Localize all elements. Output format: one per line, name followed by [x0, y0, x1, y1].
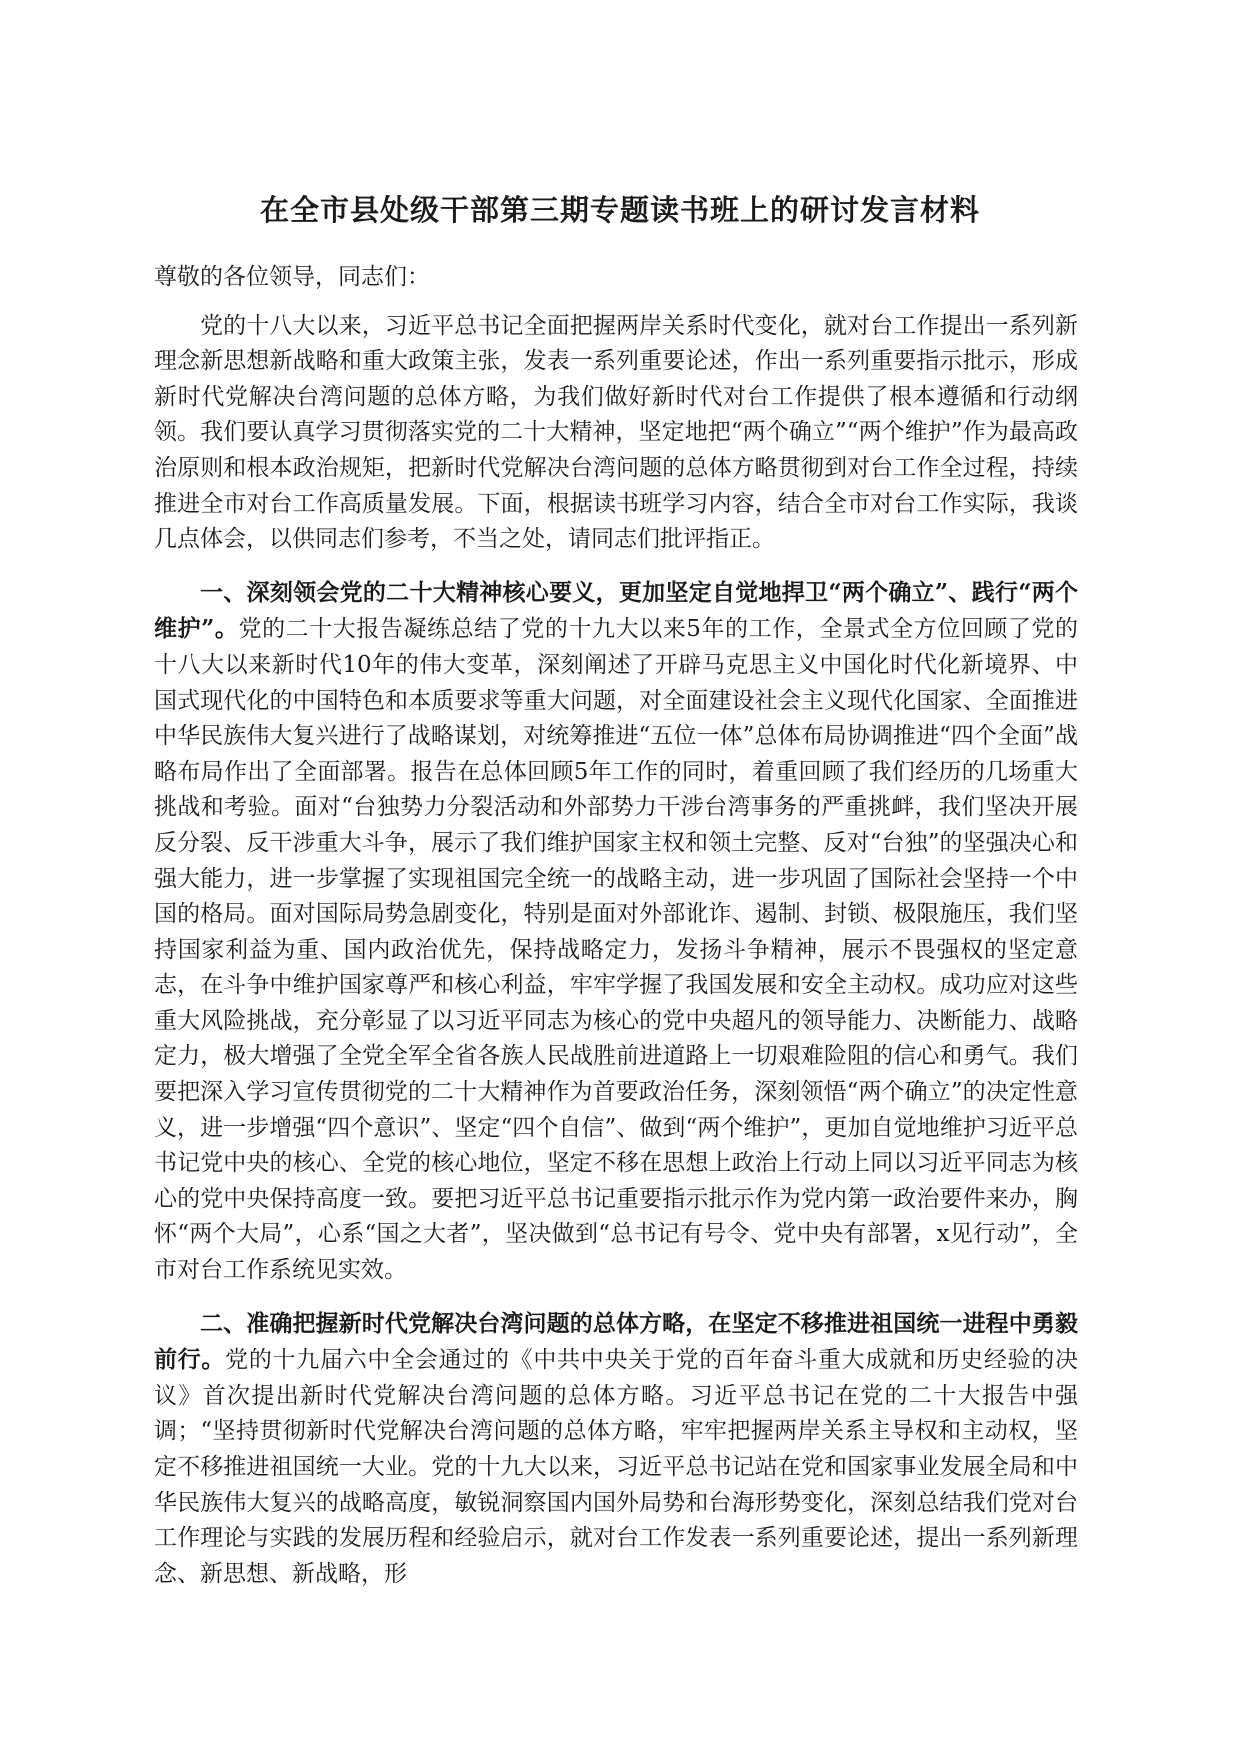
section-paragraph-1 — [154, 575, 1078, 1289]
section-heading-2: 二、准确把握新时代党解决台湾问题的总体方略，在坚定不移推进祖国统一进程中勇毅前行。 — [154, 1309, 1078, 1374]
intro-paragraph: 党的十八大以来，习近平总书记全面把握两岸关系时代变化，就对台工作提出一系列新理念新思想新战略和重大政策主张，发表一系列重要论述，作出一系列重要指示批示，形成新时代党解决台湾问题的总体方略，为我们做好新时代对台工作提供了根本遵循和行动纲领。我们要认真学习贯彻落实党的二十大精神，坚定地把“两个确立”“两个维护”作为最高政治原则和根本政治规矩，把新时代党解决台湾问题的总体方略贯彻到对台工作全过程，持续推进全市对台工作高质量发展。下面，根据读书班学习内容，结合全市对台工作实际，我谈几点体会，以供同志们参考，不当之处，请同志们批评指正。 — [154, 312, 1078, 553]
document-title: 在全市县处级干部第三期专题读书班上的研讨发言材料 — [259, 193, 980, 227]
salutation: 尊敬的各位领导，同志们： — [154, 264, 430, 290]
section-paragraph-2 — [154, 1306, 1078, 1593]
section-text-1: 党的二十大报告凝练总结了党的十九大以来5年的工作，全景式全方位回顾了党的十八大以来新时代10年的伟大变革，深刻阐述了开辟马克思主义中国化时代化新境界、中国式现代化的中国特色和本质要求等重大问题，对全面建设社会主义现代化国家、全面推进中华民族伟大复兴进行了战略谋划，对统筹推进“五位一体”总体布局协调推进“四个全面”战略布局作出了全面部署。报告在总体回顾5年工作的同时，着重回顾了我们经历的几场重大挑战和考验。面对“台独势力分裂活动和外部势力干涉台湾事务的严重挑衅，我们坚决开展反分裂、反干涉重大斗争，展示了我们维护国家主权和领土完整、反对“台独”的坚强决心和强大能力，进一步掌握了实现祖国完全统一的战略主动，进一步巩固了国际社会坚持一个中国的格局。面对国际局势急剧变化，特别是面对外部讹诈、遏制、封锁、极限施压，我们坚持国家利益为重、国内政治优先，保持战略定力，发扬斗争精神，展示不畏强权的坚定意志，在斗争中维护国家尊严和核心利益，牢牢学握了我国发展和安全主动权。成功应对这些重大风险挑战，充分彰显了以习近平同志为核心的党中央超凡的领导能力、决断能力、战略定力，极大增强了全党全军全省各族人民战胜前进道路上一切艰难险阻的信心和勇气。我们要把深入学习宣传贯彻党的二十大精神作为首要政治任务，深刻领悟“两个确立”的决定性意义，进一步增强“四个意识”、坚定“四个自信”、做到“两个维护”，更加自觉地维护习近平总书记党中央的核心、全党的核心地位，坚定不移在思想上政治上行动上同以习近平同志为核心的党中央保持高度一致。要把习近平总书记重要指示批示作为党内第一政治要件来办，胸怀“两个大局”，心系“国之大者”，坚决做到“总书记有号令、党中央有部署，x见行动”，全市对台工作系统见实效。 — [154, 616, 1078, 1284]
section-heading-1: 一、深刻领会党的二十大精神核心要义，更加坚定自觉地捍卫“两个确立”、践行“两个维护”。 — [154, 578, 1078, 643]
document-body — [154, 260, 1078, 1609]
section-text-2: 党的十九届六中全会通过的《中共中央关于党的百年奋斗重大成就和历史经验的决议》首次提出新时代党解决台湾问题的总体方略。习近平总书记在党的二十大报告中强调；“坚持贯彻新时代党解决台湾问题的总体方略，牢牢把握两岸关系主导权和主动权，坚定不移推进祖国统一大业。党的十九大以来，习近平总书记站在党和国家事业发展全局和中华民族伟大复兴的战略高度，敏锐洞察国内国外局势和台海形势变化，深刻总结我们党对台工作理论与实践的发展历程和经验启示，就对台工作发表一系列重要论述，提出一系列新理念、新思想、新战略，形 — [154, 1347, 1079, 1587]
